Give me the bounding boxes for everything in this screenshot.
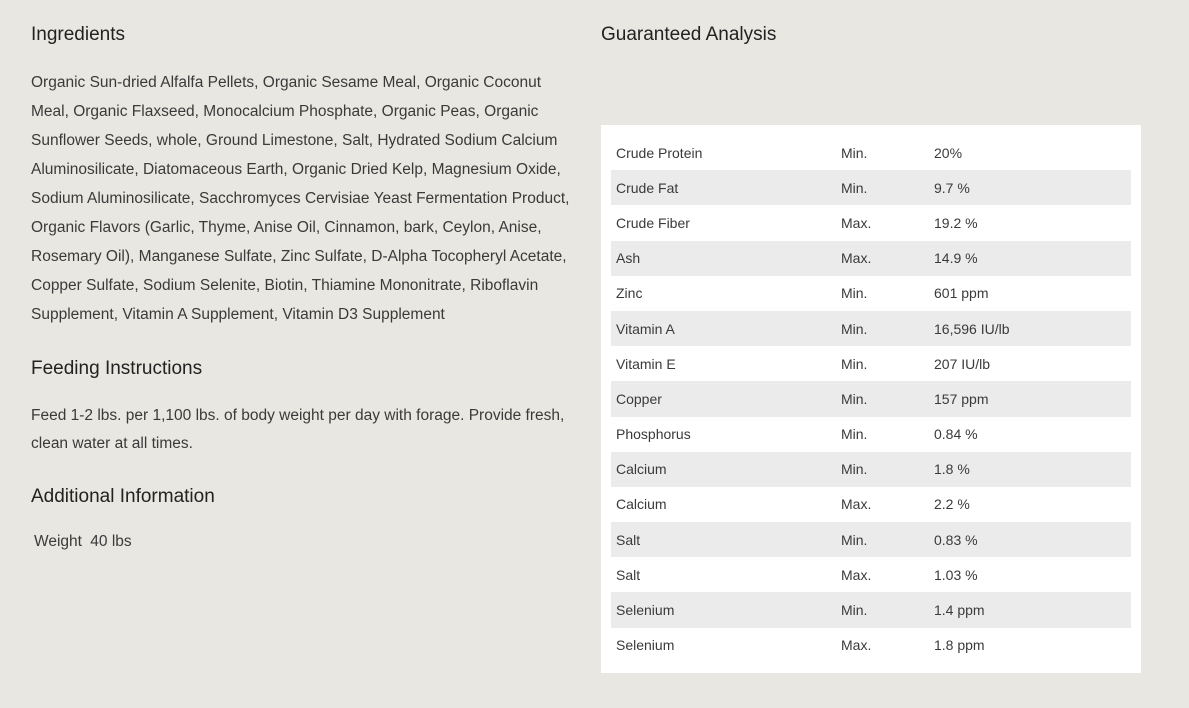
product-details-column xyxy=(31,22,571,554)
table-row xyxy=(611,135,1131,170)
value-cell: 1.8 % xyxy=(929,452,1131,487)
min-max-cell: Min. xyxy=(841,285,868,302)
min-max-cell: Min. xyxy=(836,311,929,346)
value-cell: 601 ppm xyxy=(934,285,989,302)
table-row xyxy=(611,628,1131,663)
value-cell: 9.7 % xyxy=(929,170,1131,205)
table-row xyxy=(611,276,1131,311)
min-max-cell: Min. xyxy=(836,452,929,487)
min-max-cell: Min. xyxy=(841,426,868,443)
nutrient-cell: Crude Fiber xyxy=(616,214,690,231)
table-row xyxy=(611,346,1131,381)
weight-attribute xyxy=(31,530,571,554)
nutrient-cell: Crude Fat xyxy=(611,170,836,205)
table-row xyxy=(611,557,1131,592)
nutrient-cell: Selenium xyxy=(616,637,675,654)
value-cell: 207 IU/lb xyxy=(934,355,991,372)
value-cell: 19.2 % xyxy=(934,214,978,231)
value-cell: 16,596 IU/lb xyxy=(929,311,1131,346)
nutrient-cell: Zinc xyxy=(616,285,643,302)
value-cell: 157 ppm xyxy=(929,381,1131,416)
nutrient-cell: Crude Protein xyxy=(616,144,703,161)
table-row xyxy=(611,592,1131,627)
weight-value: 40 lbs xyxy=(90,533,132,550)
min-max-cell: Max. xyxy=(836,241,929,276)
table-row xyxy=(611,311,1131,346)
min-max-cell: Max. xyxy=(841,214,872,231)
ingredients-title: Ingredients xyxy=(31,24,126,45)
min-max-cell: Max. xyxy=(841,637,872,654)
value-cell: 20% xyxy=(934,144,963,161)
min-max-cell: Min. xyxy=(841,144,868,161)
table-row xyxy=(611,452,1131,487)
nutrient-cell: Phosphorus xyxy=(616,426,691,443)
nutrient-cell: Calcium xyxy=(611,452,836,487)
value-cell: 0.84 % xyxy=(934,426,978,443)
value-cell: 1.4 ppm xyxy=(929,592,1131,627)
value-cell: 0.83 % xyxy=(929,522,1131,557)
nutrient-cell: Ash xyxy=(611,241,836,276)
min-max-cell: Min. xyxy=(841,355,868,372)
value-cell: 1.03 % xyxy=(934,566,978,583)
table-row xyxy=(611,241,1131,276)
table-row xyxy=(611,381,1131,416)
min-max-cell: Min. xyxy=(836,522,929,557)
table-row xyxy=(611,487,1131,522)
guaranteed-analysis-section xyxy=(601,22,1141,654)
min-max-cell: Min. xyxy=(836,592,929,627)
nutrient-cell: Selenium xyxy=(611,592,836,627)
value-cell: 2.2 % xyxy=(934,496,970,513)
feeding-instructions-title: Feeding Instructions xyxy=(31,358,203,379)
table-row xyxy=(611,170,1131,205)
min-max-cell: Min. xyxy=(836,170,929,205)
feeding-instructions-text: Feed 1-2 lbs. per 1,100 lbs. of body weight per day with forage. Provide fresh, clean water at all times. xyxy=(31,407,565,452)
value-cell: 14.9 % xyxy=(929,241,1131,276)
analysis-table xyxy=(611,135,1131,663)
value-cell: 1.8 ppm xyxy=(934,637,985,654)
additional-information-title: Additional Information xyxy=(31,486,215,507)
table-row xyxy=(611,417,1131,452)
nutrient-cell: Vitamin A xyxy=(611,311,836,346)
table-row xyxy=(611,522,1131,557)
min-max-cell: Max. xyxy=(841,496,872,513)
table-row xyxy=(611,205,1131,240)
nutrient-cell: Vitamin E xyxy=(616,355,676,372)
nutrient-cell: Salt xyxy=(616,566,641,583)
min-max-cell: Min. xyxy=(836,381,929,416)
weight-label: Weight xyxy=(34,533,82,550)
guaranteed-analysis-title: Guaranteed Analysis xyxy=(601,24,777,45)
ingredients-text: Organic Sun-dried Alfalfa Pellets, Organic Sesame Meal, Organic Coconut Meal, Organic Flaxseed, Monocalcium Phosphate, Organic Peas, Organic Sunflower Seeds, whole, Ground Limestone, Salt, Hydrated Sodium Calcium Aluminosilicate, Diatomaceous Earth, Organic Dried Kelp, Magnesium Oxide, Sodium Aluminosilicate, Sacchromyces Cervisiae Yeast Fermentation Product, Organic Flavors (Garlic, Thyme, Anise Oil, Cinnamon, bark, Ceylon, Anise, Rosemary Oil), Manganese Sulfate, Zinc Sulfate, D-Alpha Tocopheryl Acetate, Copper Sulfate, Sodium Selenite, Biotin, Thiamine Mononitrate, Riboflavin Supplement, Vitamin A Supplement, Vitamin D3 Supplement xyxy=(31,74,570,323)
min-max-cell: Max. xyxy=(841,566,872,583)
analysis-table-card xyxy=(601,125,1141,673)
nutrient-cell: Salt xyxy=(611,522,836,557)
nutrient-cell: Calcium xyxy=(616,496,667,513)
nutrient-cell: Copper xyxy=(611,381,836,416)
